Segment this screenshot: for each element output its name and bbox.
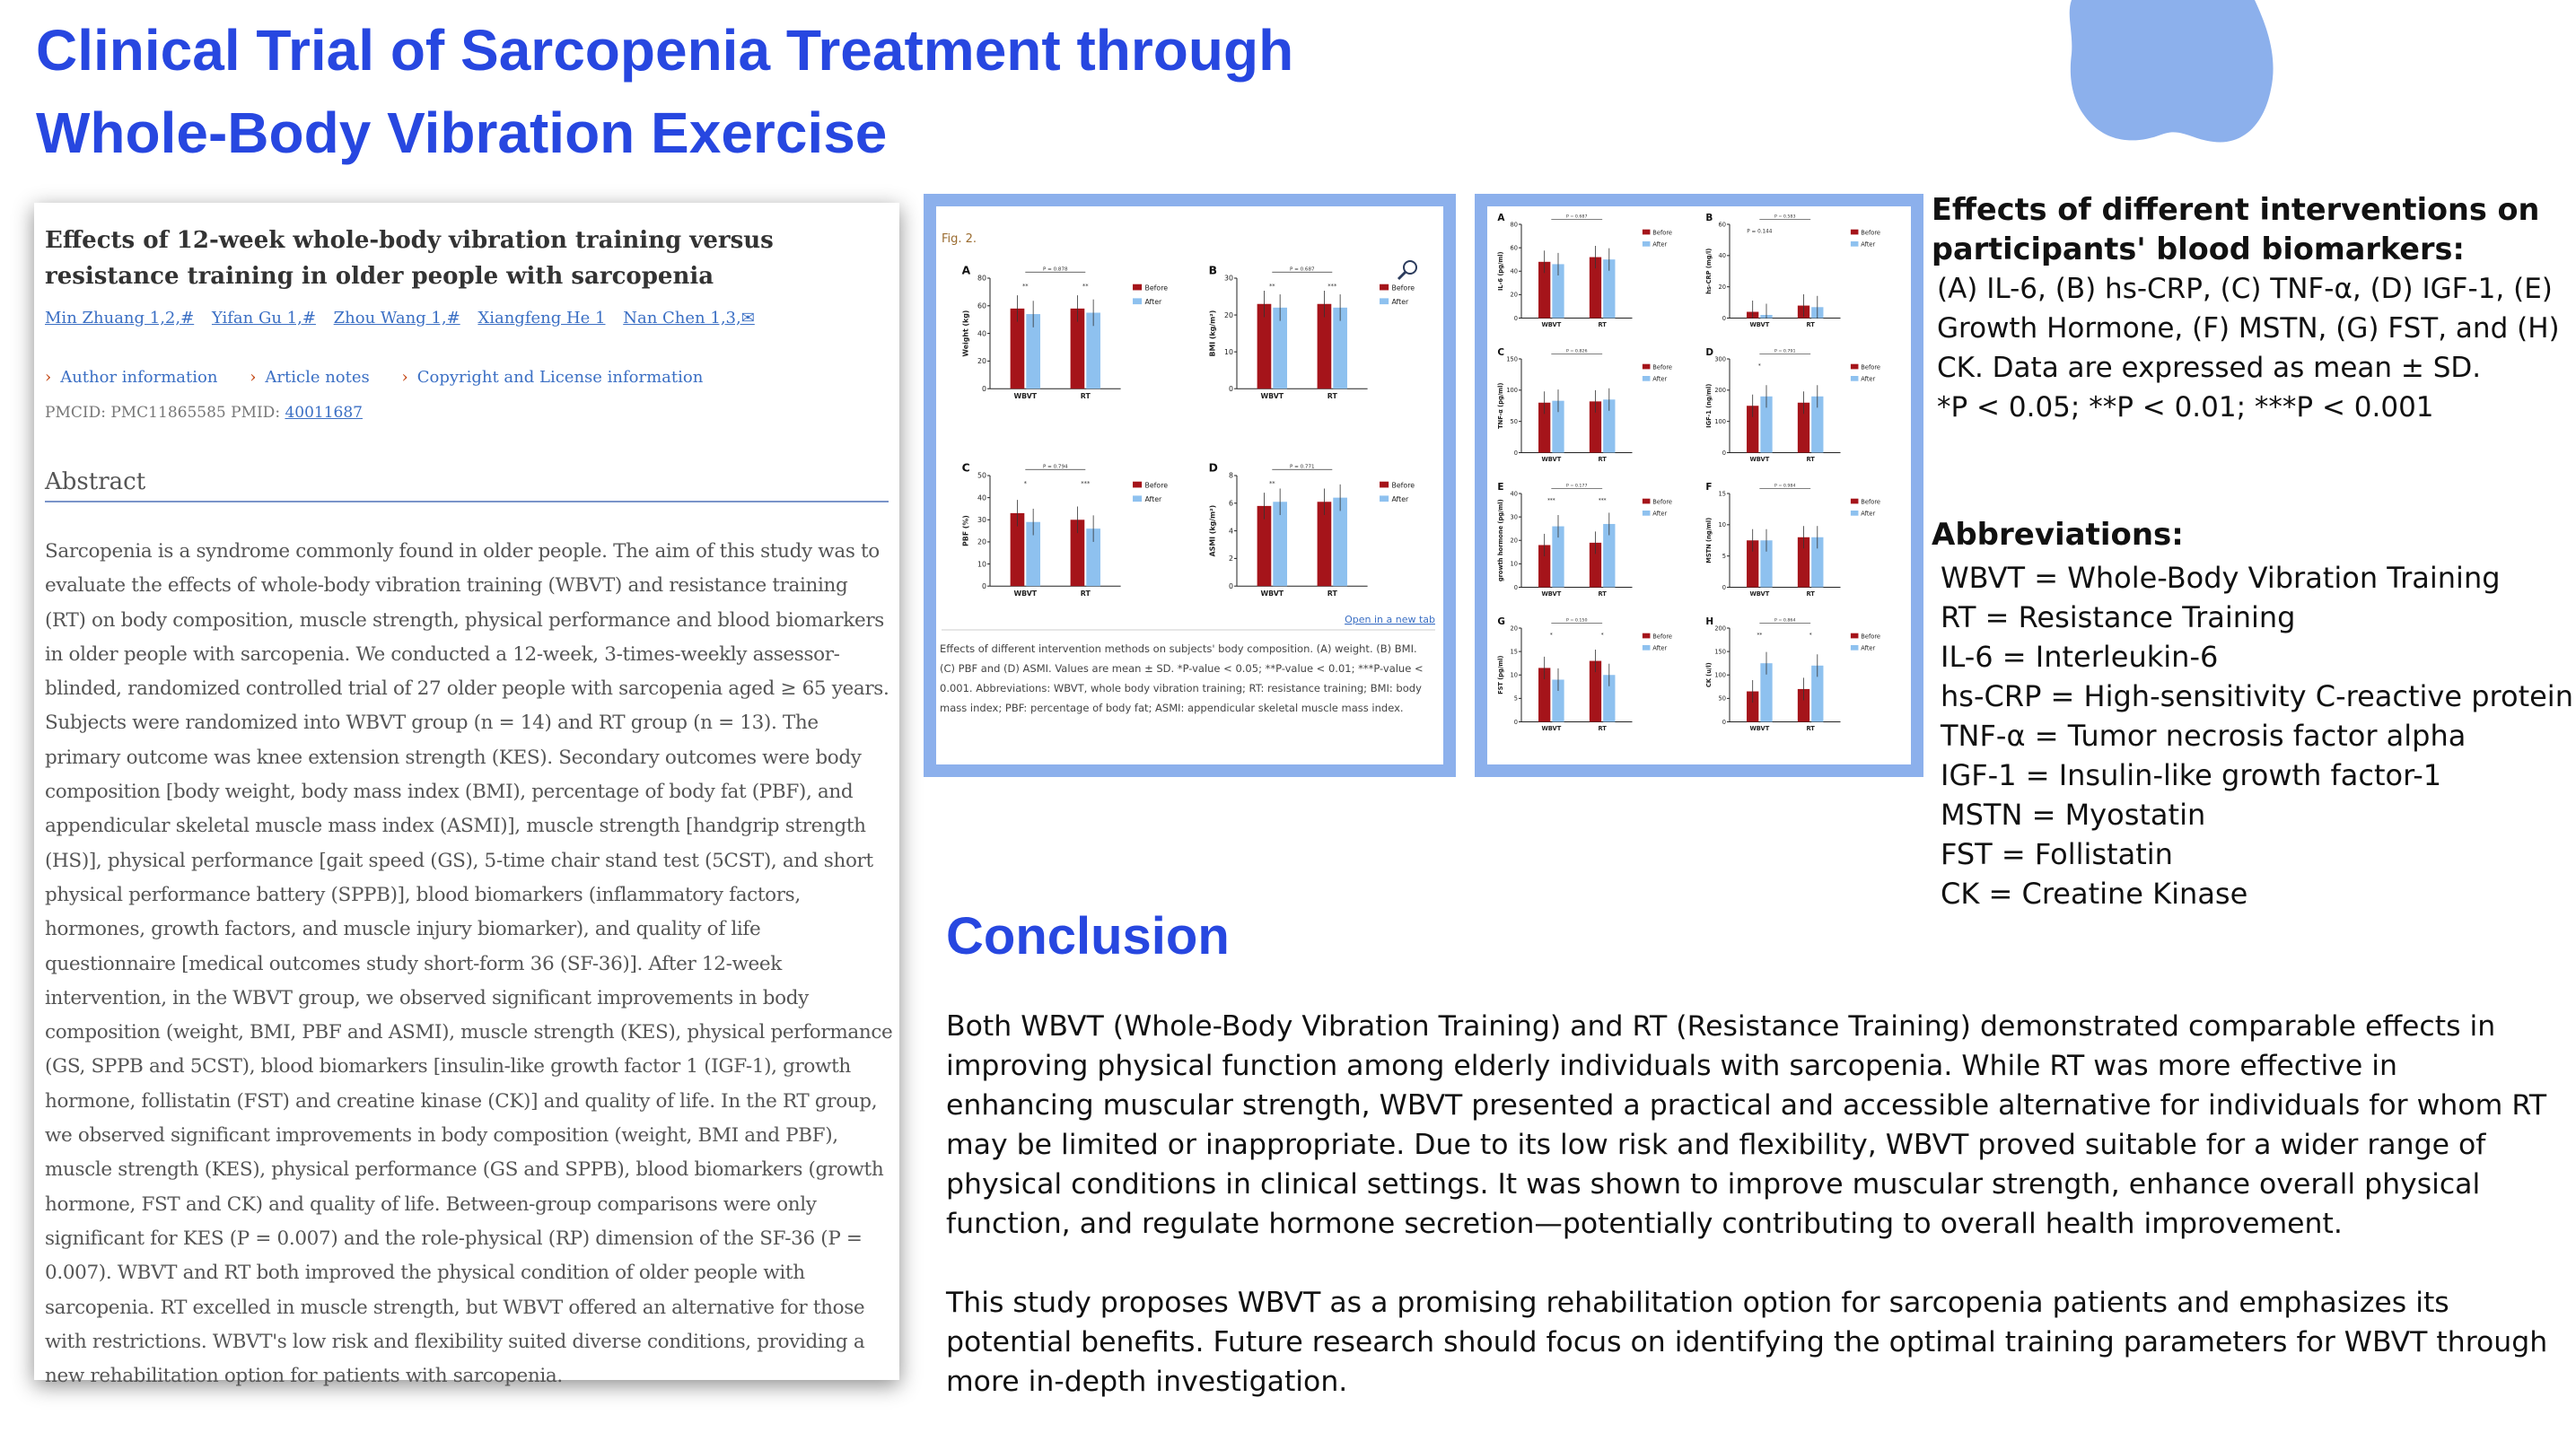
- significance-stars: **: [1757, 633, 1763, 639]
- legend-swatch: [1643, 376, 1651, 381]
- y-tick-label: 0: [1722, 583, 1726, 591]
- abbreviation-item: FST = Follistatin: [1941, 837, 2173, 871]
- legend-label: After: [1861, 240, 1876, 249]
- abbreviation-item: RT = Resistance Training: [1941, 600, 2296, 634]
- y-tick-label: 10: [1510, 560, 1518, 568]
- legend-label: After: [1861, 375, 1876, 383]
- y-tick-label: 0: [1722, 314, 1726, 322]
- abbreviations-list: [1932, 515, 2573, 913]
- y-tick-label: 300: [1714, 355, 1726, 363]
- x-tick-label: WBVT: [1541, 725, 1562, 733]
- legend-label: After: [1652, 240, 1668, 249]
- legend-swatch: [1643, 645, 1651, 651]
- article-title[interactable]: Effects of 12-week whole-body vibration training versus resistance training in older people with sarcopenia: [45, 227, 774, 290]
- panel-label: C: [961, 461, 970, 475]
- legend-label: Before: [1652, 363, 1673, 371]
- legend-label: After: [1391, 495, 1409, 504]
- y-tick-label: 15: [1510, 648, 1518, 656]
- legend-swatch: [1380, 284, 1389, 291]
- x-tick-label: WBVT: [1013, 392, 1038, 401]
- y-tick-label: 0: [1229, 581, 1233, 590]
- legend-swatch: [1851, 241, 1859, 247]
- x-tick-label: RT: [1806, 321, 1815, 329]
- legend-swatch: [1133, 495, 1142, 502]
- y-axis-label: growth hormone (pg/ml): [1497, 499, 1505, 582]
- legend-label: After: [1144, 495, 1162, 504]
- legend-label: Before: [1861, 229, 1881, 237]
- y-tick-label: 0: [1513, 314, 1518, 322]
- abbreviation-item: IGF-1 = Insulin-like growth factor-1: [1941, 758, 2442, 792]
- x-tick-label: WBVT: [1013, 590, 1038, 598]
- abstract-heading: Abstract: [45, 468, 146, 495]
- y-tick-label: 60: [1510, 244, 1518, 252]
- p-value-label: P = 0.878: [1042, 266, 1068, 273]
- significance-stars: P = 0.144: [1747, 229, 1773, 235]
- significance-stars: ***: [1547, 498, 1555, 504]
- panel-label: F: [1705, 482, 1713, 493]
- legend-label: After: [1652, 644, 1668, 652]
- abbreviation-item: WBVT = Whole-Body Vibration Training: [1941, 561, 2501, 595]
- chart-panel-F: [1705, 482, 1880, 598]
- p-value-label: P = 0.826: [1566, 349, 1588, 354]
- article-links: [45, 368, 730, 387]
- figure-2-body-composition[interactable]: [924, 194, 1456, 777]
- y-tick-label: 60: [1718, 221, 1726, 229]
- figure-2-label: Fig. 2.: [942, 232, 977, 246]
- chart-panel-G: [1497, 616, 1672, 732]
- abbreviation-item: CK = Creatine Kinase: [1941, 877, 2248, 911]
- abbreviation-item: IL-6 = Interleukin-6: [1941, 640, 2219, 674]
- p-value-label: P = 0.150: [1566, 618, 1588, 624]
- legend-swatch: [1643, 241, 1651, 247]
- panel-label: D: [1705, 347, 1714, 359]
- y-tick-label: 100: [1714, 417, 1726, 425]
- legend-label: After: [1652, 375, 1668, 383]
- significance-stars: ***: [1327, 283, 1337, 291]
- panel-label: B: [1208, 264, 1218, 277]
- legend-label: After: [1652, 510, 1668, 518]
- x-tick-label: RT: [1598, 590, 1607, 598]
- abbreviation-item: MSTN = Myostatin: [1941, 798, 2206, 832]
- y-tick-label: 30: [1224, 274, 1233, 283]
- y-tick-label: 10: [977, 560, 986, 569]
- y-tick-label: 0: [1513, 718, 1518, 726]
- y-tick-label: 0: [1722, 449, 1726, 457]
- legend-swatch: [1643, 230, 1651, 235]
- y-tick-label: 100: [1714, 671, 1726, 679]
- y-tick-label: 80: [977, 274, 986, 283]
- legend-swatch: [1380, 298, 1389, 304]
- panel-label: E: [1497, 482, 1504, 493]
- abstract-divider: [45, 501, 889, 502]
- y-tick-label: 40: [1510, 490, 1518, 498]
- legend-label: Before: [1144, 481, 1169, 490]
- y-tick-label: 0: [982, 384, 986, 393]
- panel-label: C: [1497, 347, 1505, 359]
- page-title: [36, 9, 1293, 174]
- author-list: [45, 309, 767, 328]
- legend-label: Before: [1391, 481, 1415, 490]
- pmcid: PMCID: PMC11865585: [45, 404, 226, 422]
- legend-swatch: [1851, 376, 1859, 381]
- legend-swatch: [1851, 633, 1859, 639]
- y-axis-label: FST (pg/ml): [1497, 655, 1505, 694]
- significance-stars: **: [1268, 480, 1275, 488]
- y-tick-label: 50: [1718, 694, 1726, 703]
- y-tick-label: 0: [982, 581, 986, 590]
- y-tick-label: 40: [977, 329, 986, 338]
- x-tick-label: RT: [1806, 725, 1815, 733]
- y-tick-label: 20: [1510, 624, 1518, 633]
- significance-stars: **: [1268, 283, 1275, 291]
- abbreviation-item: hs-CRP = High-sensitivity C-reactive protein: [1941, 679, 2573, 713]
- y-tick-label: 5: [1722, 552, 1726, 560]
- author-information-link[interactable]: › Author information: [45, 368, 217, 387]
- decorative-blob: [2055, 0, 2280, 153]
- x-tick-label: RT: [1806, 590, 1815, 598]
- author-link[interactable]: Xiangfeng He 1: [478, 309, 606, 328]
- y-axis-label: PBF (%): [961, 515, 970, 546]
- copyright-link[interactable]: › Copyright and License information: [402, 368, 704, 387]
- p-value-label: P = 0.791: [1774, 349, 1796, 354]
- author-link[interactable]: Yifan Gu 1,#: [211, 309, 316, 328]
- legend-label: After: [1391, 298, 1409, 307]
- legend-swatch: [1643, 499, 1651, 504]
- y-tick-label: 8: [1229, 471, 1233, 480]
- chart-panel-C: [1497, 347, 1672, 463]
- legend-swatch: [1643, 633, 1651, 639]
- blob-shape: [2070, 0, 2274, 142]
- chart-panel-A: [1497, 213, 1672, 328]
- significance-stars: ***: [1081, 480, 1091, 488]
- y-axis-label: CK (u/l): [1705, 662, 1713, 688]
- figure-2-caption: Effects of different intervention methods on subjects' body composition. (A) weight. (B) BMI. (C) PBF and (D) ASMI. Values are mean ± SD. *P-value < 0.05; **P-value < 0.01; ***P-value < 0.001. Abbreviations: WBVT, whole body vibration training; RT: resistance training; BMI: body mass index; PBF: percentage of body fat; ASMI: appendicular skeletal muscle mass index.: [940, 642, 1424, 714]
- magnifier-icon[interactable]: [1398, 261, 1416, 279]
- title-line-1: Clinical Trial of Sarcopenia Treatment through: [36, 18, 1294, 83]
- y-tick-label: 30: [977, 516, 986, 525]
- pmid-link[interactable]: 40011687: [285, 404, 363, 422]
- x-tick-label: RT: [1598, 321, 1607, 329]
- y-tick-label: 0: [1229, 384, 1233, 393]
- legend-label: After: [1861, 510, 1876, 518]
- x-tick-label: WBVT: [1260, 590, 1284, 598]
- significance-stars: *: [1549, 633, 1553, 639]
- y-tick-label: 40: [1510, 267, 1518, 275]
- y-tick-label: 60: [977, 301, 986, 310]
- panel-label: A: [1497, 213, 1505, 224]
- chart-panel-D: [1208, 462, 1415, 598]
- x-tick-label: RT: [1327, 392, 1337, 401]
- author-link[interactable]: Min Zhuang 1,2,#: [45, 309, 195, 328]
- chart-panel-D: [1705, 347, 1880, 463]
- legend-swatch: [1851, 645, 1859, 651]
- p-value-label: P = 0.984: [1774, 484, 1796, 489]
- y-tick-label: 6: [1229, 499, 1233, 508]
- legend-swatch: [1643, 511, 1651, 516]
- article-notes-link[interactable]: › Article notes: [250, 368, 370, 387]
- legend-swatch: [1851, 499, 1859, 504]
- figure-3-canvas: [1487, 206, 1911, 764]
- chart-panel-B: [1208, 265, 1415, 401]
- legend-swatch: [1851, 364, 1859, 370]
- significance-stars: *: [1023, 480, 1027, 488]
- legend-label: Before: [1652, 498, 1673, 506]
- x-tick-label: RT: [1327, 590, 1337, 598]
- y-tick-label: 0: [1513, 449, 1518, 457]
- significance-stars: **: [1082, 283, 1089, 291]
- article-ids: [45, 404, 363, 422]
- p-value-label: P = 0.771: [1289, 464, 1315, 470]
- y-tick-label: 20: [977, 357, 986, 366]
- y-tick-label: 0: [1513, 583, 1518, 591]
- panel-label: H: [1705, 616, 1714, 628]
- legend-label: Before: [1652, 633, 1673, 641]
- chart-panel-C: [961, 462, 1168, 598]
- chart-panel-A: [961, 265, 1168, 401]
- legend-swatch: [1380, 482, 1389, 488]
- legend-label: Before: [1144, 284, 1169, 293]
- legend-swatch: [1133, 284, 1142, 291]
- x-tick-label: RT: [1806, 456, 1815, 464]
- effects-body: (A) IL-6, (B) hs-CRP, (C) TNF-α, (D) IGF-1, (E) Growth Hormone, (F) MSTN, (G) FST, and (H) CK. Data are expressed as mean ± SD.: [1937, 273, 2560, 384]
- legend-label: After: [1144, 298, 1162, 307]
- y-tick-label: 20: [977, 537, 986, 546]
- y-axis-label: MSTN (ng/ml): [1705, 517, 1713, 563]
- y-tick-label: 150: [1714, 648, 1726, 656]
- panel-label: D: [1208, 461, 1218, 475]
- legend-label: Before: [1391, 284, 1415, 293]
- x-tick-label: WBVT: [1541, 456, 1562, 464]
- chart-panel-H: [1705, 616, 1880, 732]
- legend-swatch: [1851, 511, 1859, 516]
- y-tick-label: 5: [1513, 694, 1518, 703]
- title-line-2: Whole-Body Vibration Exercise: [36, 100, 888, 165]
- y-tick-label: 20: [1224, 310, 1233, 319]
- p-value-label: P = 0.177: [1566, 484, 1588, 489]
- effects-heading: Effects of different interventions on participants' blood biomarkers:: [1932, 192, 2540, 266]
- x-tick-label: RT: [1080, 590, 1091, 598]
- y-tick-label: 20: [1510, 291, 1518, 299]
- conclusion-heading: Conclusion: [946, 907, 1230, 965]
- panel-label: G: [1497, 616, 1505, 628]
- x-tick-label: WBVT: [1541, 590, 1562, 598]
- abbreviation-item: TNF-α = Tumor necrosis factor alpha: [1941, 719, 2466, 753]
- legend-swatch: [1380, 495, 1389, 502]
- y-tick-label: 4: [1229, 527, 1233, 536]
- y-tick-label: 80: [1510, 221, 1518, 229]
- y-tick-label: 20: [1510, 537, 1518, 545]
- panel-label: B: [1705, 213, 1713, 224]
- panel-label: A: [961, 264, 971, 277]
- abstract-text: Sarcopenia is a syndrome commonly found in older people. The aim of this study was to evaluate the effects of whole-body vibration training (WBVT) and resistance training (RT) on body composition, muscle strength, physical performance and blood biomarkers in older people with sarcopenia. We conducted a 12-week, 3-times-weekly assessor-blinded, randomized controlled trial of 27 older people with sarcopenia aged ≥ 65 years. Subjects were randomized into WBVT group (n = 14) and RT group (n = 13). The primary outcome was knee extension strength (KES). Secondary outcomes were body composition [body weight, body mass index (BMI), percentage of body fat (PBF), and appendicular skeletal muscle mass index (ASMI)], muscle strength [handgrip strength (HS)], physical performance [gait speed (GS), 5-time chair stand test (5CST), and short physical performance battery (SPPB)], blood biomarkers (inflammatory factors, hormones, growth factors, and muscle injury biomarker), and quality of life questionnaire [medical outcomes study short-form 36 (SF-36)]. After 12-week intervention, in the WBVT group, we observed significant improvements in body composition (weight, BMI, PBF and ASMI), muscle strength (KES), physical performance (GS, SPPB and 5CST), blood biomarkers [insulin-like growth factor 1 (IGF-1), growth hormone, follistatin (FST) and creatine kinase (CK)] and quality of life. In the RT group, we observed significant improvements in body composition (weight, BMI and PBF), muscle strength (KES), physical performance (GS and SPPB), blood biomarkers (growth hormone, FST and CK) and quality of life. Between-group comparisons were only significant for KES (P = 0.007) and the role-physical (RP) dimension of the SF-36 (P = 0.007). WBVT and RT both improved the physical condition of older people with sarcopenia. RT excelled in muscle strength, but WBVT offered an alternative for those with restrictions. WBVT's low risk and flexibility suited diverse conditions, providing a new rehabilitation option for patients with sarcopenia.: [45, 540, 893, 1388]
- significance-stars: **: [1021, 283, 1029, 291]
- y-tick-label: 50: [977, 471, 986, 480]
- figure-2-caption-box: [940, 639, 1435, 764]
- y-axis-label: TNF-α (pg/ml): [1497, 382, 1505, 429]
- abbreviations-heading: Abbreviations:: [1932, 517, 2184, 553]
- x-tick-label: WBVT: [1749, 456, 1770, 464]
- chart-panel-B: [1705, 213, 1880, 328]
- y-tick-label: 200: [1714, 624, 1726, 633]
- y-axis-label: BMI (kg/m²): [1208, 310, 1217, 357]
- legend-label: Before: [1861, 498, 1881, 506]
- legend-swatch: [1851, 230, 1859, 235]
- x-tick-label: WBVT: [1749, 321, 1770, 329]
- open-in-new-tab-link[interactable]: Open in a new tab: [1345, 614, 1435, 625]
- y-tick-label: 30: [1510, 513, 1518, 521]
- y-tick-label: 40: [1718, 252, 1726, 260]
- y-tick-label: 20: [1718, 283, 1726, 291]
- p-value-label: P = 0.583: [1774, 214, 1796, 220]
- conclusion-paragraph-2: This study proposes WBVT as a promising rehabilitation option for sarcopenia patients and emphasizes its potential benefits. Future research should focus on identifying the optimal training parameters for WBVT through more in-depth investigation.: [946, 1287, 2548, 1398]
- x-tick-label: WBVT: [1749, 590, 1770, 598]
- x-tick-label: RT: [1080, 392, 1091, 401]
- p-value-label: P = 0.687: [1289, 266, 1315, 273]
- y-axis-label: IGF-1 (ng/ml): [1705, 383, 1713, 428]
- y-tick-label: 200: [1714, 387, 1726, 395]
- legend-label: Before: [1652, 229, 1673, 237]
- x-tick-label: WBVT: [1260, 392, 1284, 401]
- x-tick-label: WBVT: [1749, 725, 1770, 733]
- conclusion-paragraph-1: Both WBVT (Whole-Body Vibration Training) and RT (Resistance Training) demonstrated comparable effects in improving physical function among elderly individuals with sarcopenia. While RT was more effective in enhancing muscular strength, WBVT presented a practical and accessible alternative for individuals for whom RT may be limited or inappropriate. Due to its low risk and flexibility, WBVT proved suitable for a wider range of physical conditions in clinical settings. It was shown to improve muscular strength, enhance overall physical function, and regulate hormone secretion—potentially contributing to overall health improvement.: [946, 1010, 2547, 1240]
- author-link[interactable]: Nan Chen 1,3,✉: [623, 309, 755, 328]
- chart-panel-E: [1497, 482, 1672, 598]
- y-tick-label: 10: [1718, 521, 1726, 529]
- y-tick-label: 10: [1510, 671, 1518, 679]
- legend-swatch: [1133, 482, 1142, 488]
- pmid-label: PMID:: [231, 404, 281, 422]
- legend-label: Before: [1861, 633, 1881, 641]
- y-tick-label: 15: [1718, 490, 1726, 498]
- x-tick-label: RT: [1598, 456, 1607, 464]
- figure-2-canvas: [936, 206, 1443, 764]
- y-axis-label: hs-CRP (mg/l): [1705, 248, 1713, 294]
- y-tick-label: 50: [1510, 417, 1518, 425]
- significance-stars: *: [1600, 633, 1604, 639]
- y-axis-label: Weight (kg): [961, 310, 970, 357]
- legend-label: After: [1861, 644, 1876, 652]
- significance-stars: *: [1809, 633, 1812, 639]
- y-tick-label: 40: [977, 493, 986, 502]
- significance-stars: ***: [1598, 498, 1607, 504]
- figure-3-blood-biomarkers[interactable]: [1475, 194, 1923, 777]
- author-link[interactable]: Zhou Wang 1,#: [333, 309, 460, 328]
- y-tick-label: 10: [1224, 347, 1233, 356]
- effects-pvalues: *P < 0.05; **P < 0.01; ***P < 0.001: [1937, 391, 2434, 424]
- p-value-label: P = 0.687: [1566, 214, 1588, 220]
- x-tick-label: RT: [1598, 725, 1607, 733]
- article-abstract-card: [34, 203, 899, 1388]
- conclusion-text: [946, 1007, 2553, 1441]
- legend-label: Before: [1861, 363, 1881, 371]
- p-value-label: P = 0.864: [1774, 618, 1796, 624]
- p-value-label: P = 0.794: [1042, 464, 1068, 470]
- y-axis-label: IL-6 (pg/ml): [1497, 251, 1505, 292]
- x-tick-label: WBVT: [1541, 321, 1562, 329]
- y-axis-label: ASMI (kg/m²): [1208, 504, 1217, 557]
- effects-description: [1932, 190, 2576, 427]
- y-tick-label: 2: [1229, 555, 1233, 563]
- y-tick-label: 0: [1722, 718, 1726, 726]
- y-tick-label: 100: [1506, 387, 1518, 395]
- legend-swatch: [1643, 364, 1651, 370]
- legend-swatch: [1133, 298, 1142, 304]
- significance-stars: *: [1757, 363, 1761, 370]
- y-tick-label: 150: [1506, 355, 1518, 363]
